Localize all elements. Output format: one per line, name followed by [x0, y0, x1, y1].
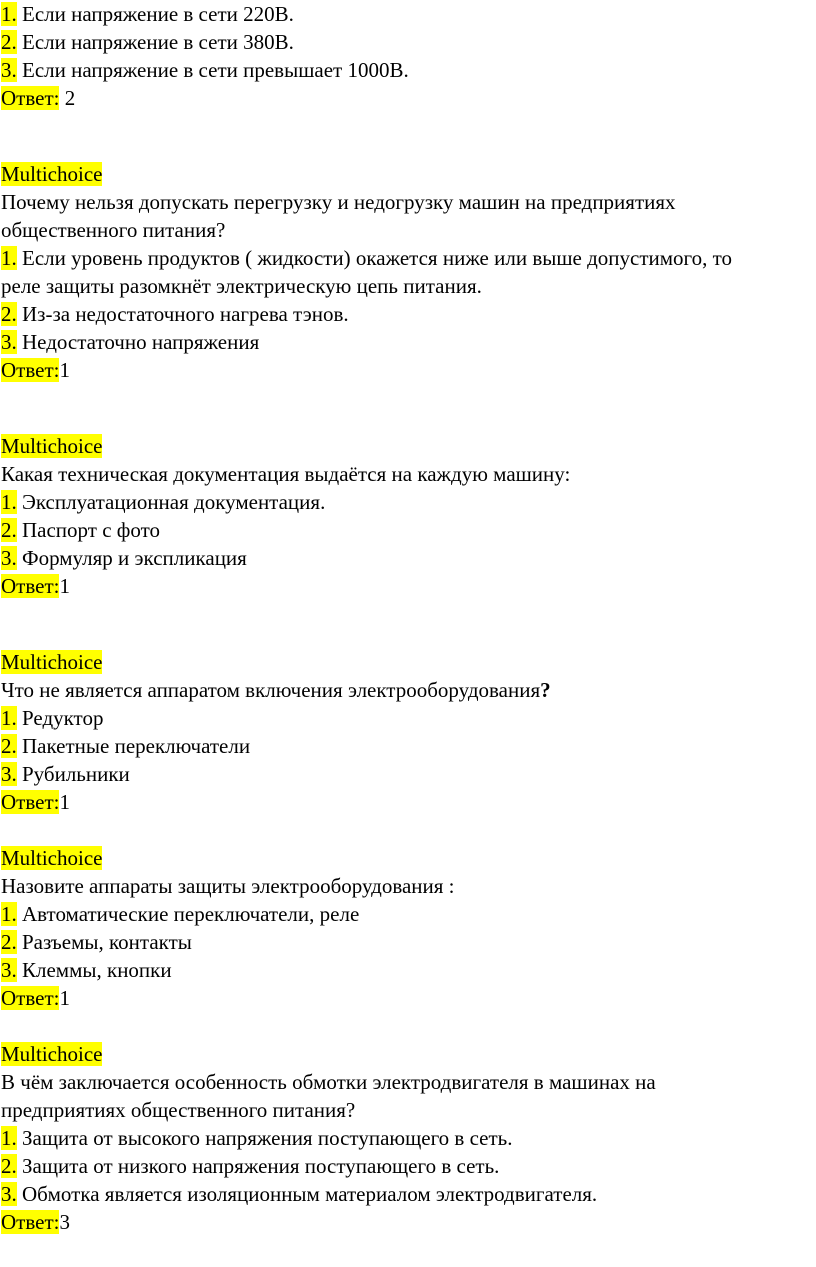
question-type-label: Multichoice — [1, 434, 103, 458]
option-text: Пакетные переключатели — [16, 734, 251, 758]
option-number: 2. — [1, 1154, 17, 1178]
option-line — [0, 928, 812, 956]
question-text: В чём заключается особенность обмотки электродвигателя в машинах на — [1, 1070, 656, 1094]
option-number: 1. — [1, 1126, 17, 1150]
answer-value: 1 — [59, 358, 70, 382]
spacer — [0, 384, 812, 432]
option-text-continuation: реле защиты разомкнёт электрическую цепь питания. — [1, 274, 482, 298]
answer-line — [0, 356, 812, 384]
option-number: 2. — [1, 734, 17, 758]
option-line — [0, 1180, 812, 1208]
question-block-5 — [0, 1040, 812, 1236]
answer-line — [0, 984, 812, 1012]
spacer — [0, 112, 812, 160]
answer-line — [0, 788, 812, 816]
option-text: Если напряжение в сети 220В. — [16, 2, 294, 26]
option-text: Если напряжение в сети превышает 1000В. — [16, 58, 409, 82]
question-text: предприятиях общественного питания? — [1, 1098, 356, 1122]
option-text: Если напряжение в сети 380В. — [16, 30, 294, 54]
option-number: 1. — [1, 246, 17, 270]
option-line — [0, 544, 812, 572]
answer-label: Ответ: — [1, 1210, 60, 1234]
question-text: Назовите аппараты защиты электрооборудования : — [1, 874, 455, 898]
option-line — [0, 956, 812, 984]
answer-label: Ответ: — [1, 358, 60, 382]
option-text: Из-за недостаточного нагрева тэнов. — [16, 302, 349, 326]
option-number: 3. — [1, 330, 17, 354]
question-type-label: Multichoice — [1, 650, 103, 674]
option-line — [0, 1152, 812, 1180]
option-text: Если уровень продуктов ( жидкости) окажется ниже или выше допустимого, то — [16, 246, 733, 270]
option-line — [0, 300, 812, 328]
answer-line — [0, 1208, 812, 1236]
option-line — [0, 0, 812, 28]
question-text — [0, 676, 812, 704]
option-text: Защита от низкого напряжения поступающего в сеть. — [16, 1154, 500, 1178]
option-number: 1. — [1, 706, 17, 730]
spacer — [0, 600, 812, 648]
option-text: Рубильники — [16, 762, 130, 786]
option-text: Эксплуатационная документация. — [16, 490, 326, 514]
question-text: Какая техническая документация выдаётся на каждую машину: — [1, 462, 571, 486]
answer-value: 3 — [59, 1210, 70, 1234]
option-number: 3. — [1, 1182, 17, 1206]
option-number: 3. — [1, 58, 17, 82]
option-line — [0, 516, 812, 544]
option-line — [0, 488, 812, 516]
question-type — [0, 160, 812, 188]
option-line — [0, 56, 812, 84]
option-text: Автоматические переключатели, реле — [16, 902, 360, 926]
option-line — [0, 760, 812, 788]
question-text: Почему нельзя допускать перегрузку и недогрузку машин на предприятиях — [1, 190, 676, 214]
question-mark: ? — [540, 678, 551, 702]
question-type — [0, 1040, 812, 1068]
question-type-label: Multichoice — [1, 846, 103, 870]
answer-value: 1 — [59, 986, 70, 1010]
option-number: 3. — [1, 762, 17, 786]
option-line — [0, 704, 812, 732]
option-line — [0, 244, 812, 272]
option-line — [0, 28, 812, 56]
question-block-4 — [0, 844, 812, 1012]
answer-label: Ответ: — [1, 574, 60, 598]
option-number: 2. — [1, 302, 17, 326]
question-type — [0, 432, 812, 460]
question-type-label: Multichoice — [1, 1042, 103, 1066]
option-number: 3. — [1, 958, 17, 982]
option-number: 3. — [1, 546, 17, 570]
option-text: Обмотка является изоляционным материалом электродвигателя. — [16, 1182, 598, 1206]
spacer — [0, 1012, 812, 1040]
option-line — [0, 732, 812, 760]
option-line — [0, 328, 812, 356]
answer-label: Ответ: — [1, 86, 60, 110]
option-number: 1. — [1, 490, 17, 514]
question-text-body: Что не является аппаратом включения электрооборудования — [1, 678, 541, 702]
answer-value: 2 — [59, 86, 76, 110]
question-type — [0, 648, 812, 676]
option-number: 1. — [1, 2, 17, 26]
option-line — [0, 1124, 812, 1152]
option-number: 1. — [1, 902, 17, 926]
answer-value: 1 — [59, 574, 70, 598]
option-text: Клеммы, кнопки — [16, 958, 172, 982]
answer-label: Ответ: — [1, 790, 60, 814]
question-type — [0, 844, 812, 872]
option-number: 2. — [1, 518, 17, 542]
question-block-1 — [0, 160, 812, 384]
option-text: Паспорт с фото — [16, 518, 160, 542]
question-block-0 — [0, 0, 812, 112]
option-number: 2. — [1, 30, 17, 54]
question-block-2 — [0, 432, 812, 600]
answer-line — [0, 84, 812, 112]
answer-line — [0, 572, 812, 600]
question-block-3 — [0, 648, 812, 816]
answer-value: 1 — [59, 790, 70, 814]
option-text: Защита от высокого напряжения поступающего в сеть. — [16, 1126, 513, 1150]
answer-label: Ответ: — [1, 986, 60, 1010]
option-text: Редуктор — [16, 706, 104, 730]
option-text: Формуляр и экспликация — [16, 546, 247, 570]
question-type-label: Multichoice — [1, 162, 103, 186]
option-text: Разъемы, контакты — [16, 930, 192, 954]
option-number: 2. — [1, 930, 17, 954]
option-line — [0, 900, 812, 928]
option-text: Недостаточно напряжения — [16, 330, 260, 354]
spacer — [0, 816, 812, 844]
question-text: общественного питания? — [1, 218, 226, 242]
